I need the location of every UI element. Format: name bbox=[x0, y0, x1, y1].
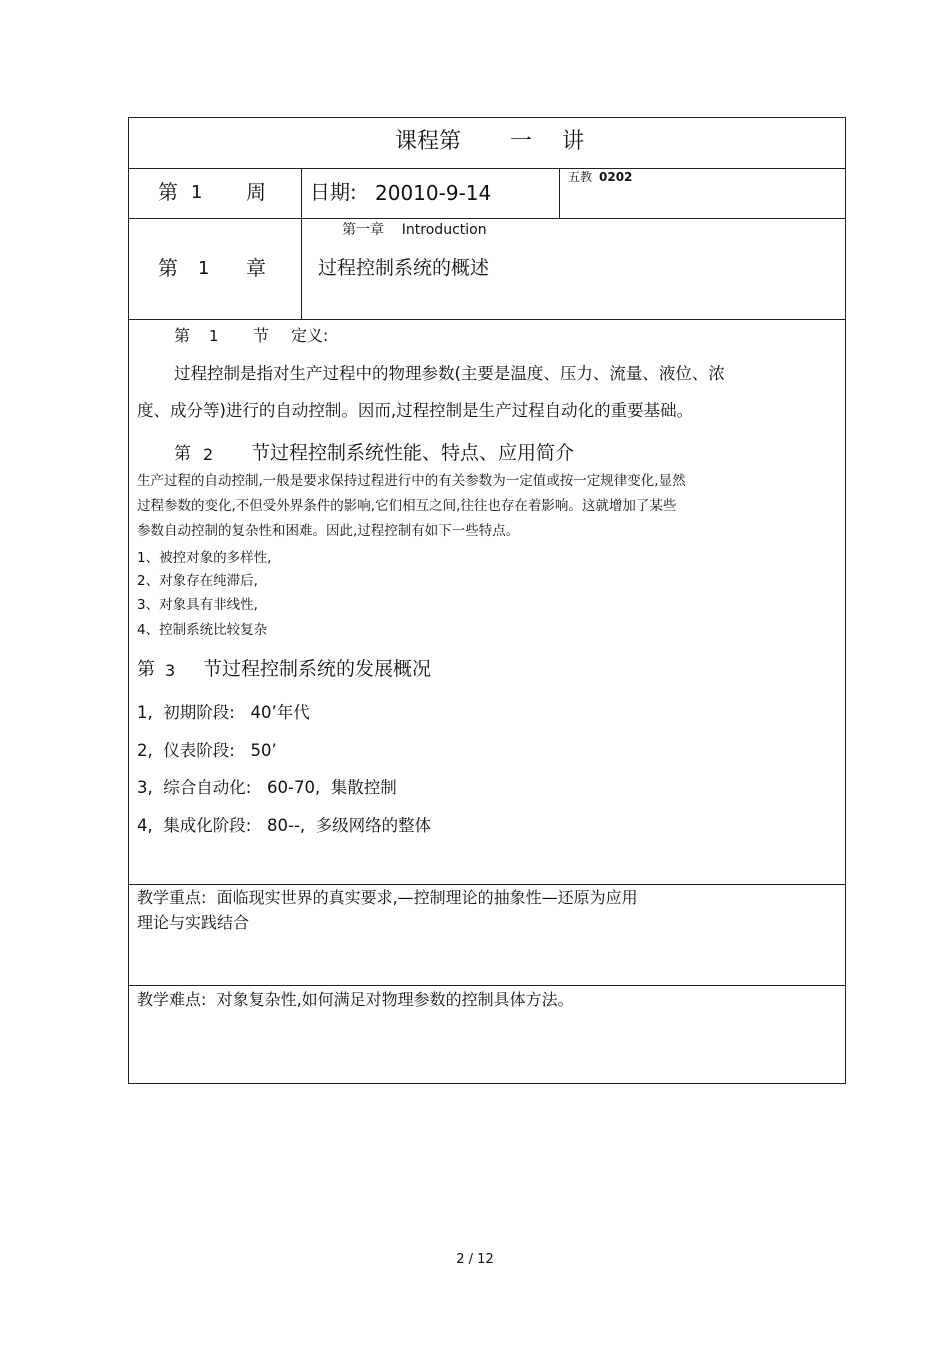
date-value: 20010-9-14 bbox=[375, 181, 492, 205]
stage-list-item: 4, 集成化阶段: 80--, 多级网络的整体 bbox=[137, 816, 432, 835]
stage-list-item: 3, 综合自动化: 60-70, 集散控制 bbox=[137, 778, 397, 797]
section2-text-line: 过程参数的变化,不但受外界条件的影响,它们相互之间,往往也存在着影响。这就增加了某些 bbox=[137, 498, 677, 514]
key-points-line: 教学重点: 面临现实世界的真实要求,—控制理论的抽象性—还原为应用 bbox=[137, 888, 638, 907]
class-code-cn: 五教 bbox=[568, 170, 593, 184]
section3-title: 节过程控制系统的发展概况 bbox=[203, 658, 432, 680]
difficulties-line: 教学难点: 对象复杂性,如何满足对物理参数的控制具体方法。 bbox=[137, 990, 574, 1009]
feature-list-item: 1、被控对象的多样性, bbox=[137, 550, 272, 566]
section2-text-line: 参数自动控制的复杂性和困难。因此,过程控制有如下一些特点。 bbox=[137, 523, 520, 539]
class-code-number: 0202 bbox=[599, 170, 633, 184]
feature-list-item: 2、对象存在纯滞后, bbox=[137, 573, 258, 589]
week-prefix: 第 bbox=[158, 180, 178, 204]
chapter-prefix: 第 bbox=[158, 256, 178, 280]
section2-prefix: 第 bbox=[174, 444, 191, 464]
column-divider bbox=[559, 168, 560, 218]
stage-list-item: 2, 仪表阶段: 50’ bbox=[137, 741, 277, 760]
week-number: 1 bbox=[191, 182, 203, 203]
lecture-table bbox=[128, 117, 846, 1084]
section1-paragraph-line: 度、成分等)进行的自动控制。因而,过程控制是生产过程自动化的重要基础。 bbox=[137, 401, 694, 420]
row-divider bbox=[129, 168, 845, 169]
section1-title: 定义: bbox=[291, 326, 329, 345]
date-label: 日期: bbox=[310, 180, 357, 204]
section1-paragraph-line: 过程控制是指对生产过程中的物理参数(主要是温度、压力、流量、液位、浓 bbox=[174, 364, 725, 383]
page-number: 2 / 12 bbox=[456, 1252, 494, 1267]
section1-prefix: 第 bbox=[174, 326, 191, 345]
week-suffix: 周 bbox=[246, 180, 266, 204]
row-divider bbox=[129, 884, 845, 885]
row-divider bbox=[129, 985, 845, 986]
row-divider bbox=[129, 218, 845, 219]
lecture-title-number: 一 bbox=[510, 129, 533, 154]
section2-number: 2 bbox=[203, 445, 214, 464]
section2-text-line: 生产过程的自动控制,一般是要求保持过程进行中的有关参数为一定值或按一定规律变化,显然 bbox=[137, 473, 686, 489]
column-divider bbox=[301, 168, 302, 319]
key-points-line: 理论与实践结合 bbox=[137, 913, 250, 932]
chapter-suffix: 章 bbox=[246, 256, 266, 280]
lecture-title-suffix: 讲 bbox=[562, 129, 585, 154]
chapter-number: 1 bbox=[198, 258, 210, 279]
feature-list-item: 4、控制系统比较复杂 bbox=[137, 622, 268, 638]
section1-number: 1 bbox=[209, 327, 219, 345]
chapter-subtitle: 第一章 Introduction bbox=[342, 222, 487, 238]
section1-suffix: 节 bbox=[253, 326, 270, 345]
section3-number: 3 bbox=[165, 661, 176, 680]
lecture-title-prefix: 课程第 bbox=[395, 129, 462, 154]
chapter-title: 过程控制系统的概述 bbox=[318, 257, 490, 279]
section3-prefix: 第 bbox=[137, 659, 155, 680]
feature-list-item: 3、对象具有非线性, bbox=[137, 597, 258, 613]
section2-title: 节过程控制系统性能、特点、应用简介 bbox=[251, 442, 575, 464]
stage-list-item: 1, 初期阶段: 40’年代 bbox=[137, 703, 310, 722]
row-divider bbox=[129, 319, 845, 320]
